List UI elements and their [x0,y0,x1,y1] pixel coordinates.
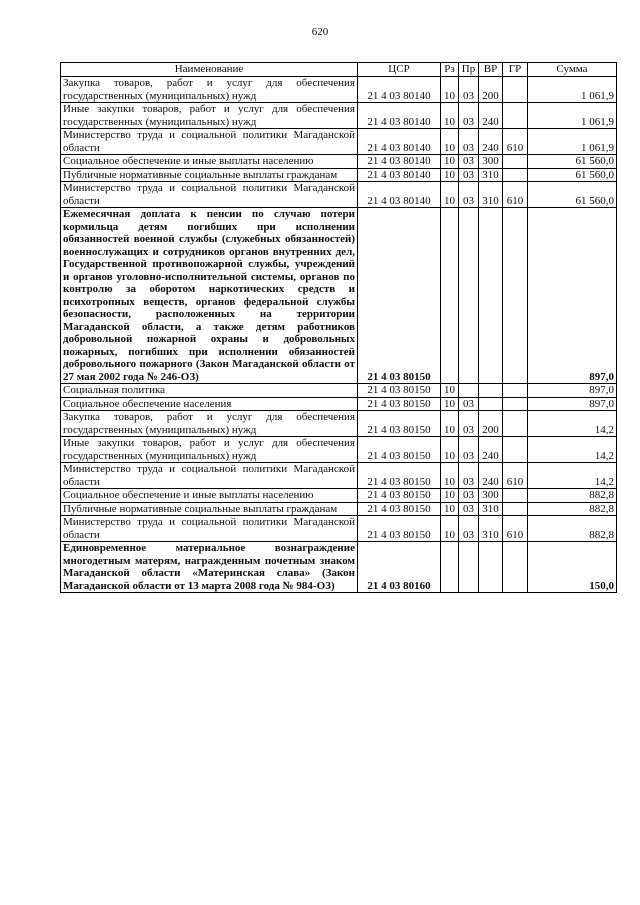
cell-sum: 897,0 [528,208,617,384]
column-header-rz: Рз [441,63,459,77]
cell-rz: 10 [441,516,459,542]
cell-name: Министерство труда и социальной политики Магаданской области [61,182,358,208]
cell-csr: 21 4 03 80150 [358,516,441,542]
cell-rz: 10 [441,182,459,208]
cell-sum: 14,2 [528,437,617,463]
cell-sum: 897,0 [528,384,617,398]
cell-csr: 21 4 03 80150 [358,384,441,398]
cell-vr: 310 [479,502,503,516]
column-header-pr: Пр [459,63,479,77]
cell-pr: 03 [459,103,479,129]
cell-name: Министерство труда и социальной политики Магаданской области [61,463,358,489]
table-row [61,463,617,489]
cell-sum: 1 061,9 [528,129,617,155]
cell-pr: 03 [459,129,479,155]
table-row [61,502,617,516]
cell-gr [503,103,528,129]
cell-csr: 21 4 03 80150 [358,437,441,463]
cell-csr: 21 4 03 80140 [358,182,441,208]
page-number: 620 [311,26,329,38]
cell-vr [479,208,503,384]
cell-vr: 240 [479,103,503,129]
cell-pr: 03 [459,516,479,542]
cell-pr: 03 [459,437,479,463]
cell-rz: 10 [441,489,459,503]
cell-csr: 21 4 03 80160 [358,542,441,593]
cell-rz: 10 [441,103,459,129]
cell-rz: 10 [441,463,459,489]
cell-name: Социальное обеспечение и иные выплаты населению [61,489,358,503]
cell-sum: 882,8 [528,516,617,542]
cell-rz: 10 [441,155,459,169]
cell-pr: 03 [459,397,479,411]
cell-rz: 10 [441,411,459,437]
cell-vr: 240 [479,437,503,463]
table-row [61,168,617,182]
cell-gr [503,411,528,437]
cell-gr [503,384,528,398]
cell-pr: 03 [459,155,479,169]
cell-sum: 882,8 [528,502,617,516]
cell-pr: 03 [459,182,479,208]
table-row [61,489,617,503]
cell-pr: 03 [459,463,479,489]
column-header-gr: ГР [503,63,528,77]
cell-sum: 61 560,0 [528,168,617,182]
cell-pr: 03 [459,411,479,437]
table-row [61,103,617,129]
cell-vr: 200 [479,77,503,103]
cell-sum: 897,0 [528,397,617,411]
cell-pr [459,208,479,384]
cell-gr: 610 [503,129,528,155]
cell-gr [503,77,528,103]
cell-csr: 21 4 03 80140 [358,155,441,169]
cell-gr [503,502,528,516]
cell-rz: 10 [441,397,459,411]
cell-gr [503,168,528,182]
cell-rz [441,542,459,593]
cell-name: Публичные нормативные социальные выплаты гражданам [61,168,358,182]
cell-name: Министерство труда и социальной политики Магаданской области [61,129,358,155]
table-row [61,411,617,437]
column-header-vr: ВР [479,63,503,77]
cell-csr: 21 4 03 80150 [358,463,441,489]
table-row [61,397,617,411]
cell-vr: 240 [479,463,503,489]
cell-rz: 10 [441,437,459,463]
cell-pr [459,542,479,593]
cell-vr: 240 [479,129,503,155]
cell-vr: 300 [479,489,503,503]
cell-rz: 10 [441,168,459,182]
cell-vr: 300 [479,155,503,169]
cell-rz: 10 [441,129,459,155]
cell-sum: 14,2 [528,411,617,437]
cell-csr: 21 4 03 80140 [358,77,441,103]
cell-csr: 21 4 03 80140 [358,168,441,182]
cell-rz [441,208,459,384]
cell-pr: 03 [459,489,479,503]
table-row [61,384,617,398]
cell-name: Единовременное материальное вознаграждение многодетным матерям, награжденным почетным знаком Магаданской области «Материнская слава» (Закон Магаданской области от 13 марта 2008 года № 984-ОЗ) [61,542,358,593]
cell-sum: 14,2 [528,463,617,489]
column-header-sum: Сумма [528,63,617,77]
cell-sum: 61 560,0 [528,182,617,208]
table-row [61,437,617,463]
cell-pr [459,384,479,398]
cell-name: Министерство труда и социальной политики Магаданской области [61,516,358,542]
cell-gr [503,489,528,503]
cell-name: Публичные нормативные социальные выплаты гражданам [61,502,358,516]
cell-rz: 10 [441,384,459,398]
cell-vr: 310 [479,516,503,542]
table-row [61,129,617,155]
cell-gr [503,397,528,411]
cell-name: Ежемесячная доплата к пенсии по случаю потери кормильца детям погибших при исполнении обязанностей военной службы (служебных обязанностей) военнослужащих и сотрудников органов внутренних дел, Государственной противопожарной службы, учреждений и органов уголовно-исполнительной системы, органов по контролю за оборотом наркотических средств и психотропных веществ, органов федеральной службы безопасности, расположенных на территории Магаданской области, а также детям работников добровольной пожарной охраны и добровольных пожарных, погибших при исполнении обязанностей добровольного пожарного (Закон Магаданской области от 27 мая 2002 года № 246-ОЗ) [61,208,358,384]
cell-vr [479,542,503,593]
table-row [61,542,617,593]
table-header-row [61,63,617,77]
cell-csr: 21 4 03 80150 [358,208,441,384]
table-row [61,155,617,169]
cell-rz: 10 [441,77,459,103]
cell-pr: 03 [459,502,479,516]
cell-name: Закупка товаров, работ и услуг для обеспечения государственных (муниципальных) нужд [61,411,358,437]
cell-gr: 610 [503,516,528,542]
cell-csr: 21 4 03 80150 [358,411,441,437]
cell-gr [503,437,528,463]
cell-sum: 1 061,9 [528,103,617,129]
cell-vr [479,384,503,398]
cell-gr: 610 [503,182,528,208]
cell-csr: 21 4 03 80150 [358,502,441,516]
cell-name: Социальная политика [61,384,358,398]
table-row [61,516,617,542]
cell-vr [479,397,503,411]
cell-name: Социальное обеспечение населения [61,397,358,411]
cell-csr: 21 4 03 80150 [358,397,441,411]
column-header-name: Наименование [61,63,358,77]
table-row [61,182,617,208]
budget-table [60,62,617,593]
cell-name: Иные закупки товаров, работ и услуг для обеспечения государственных (муниципальных) нужд [61,103,358,129]
cell-sum: 1 061,9 [528,77,617,103]
cell-pr: 03 [459,77,479,103]
cell-csr: 21 4 03 80140 [358,103,441,129]
cell-name: Социальное обеспечение и иные выплаты населению [61,155,358,169]
cell-vr: 310 [479,182,503,208]
cell-gr [503,542,528,593]
cell-vr: 310 [479,168,503,182]
cell-gr [503,208,528,384]
cell-name: Закупка товаров, работ и услуг для обеспечения государственных (муниципальных) нужд [61,77,358,103]
cell-gr: 610 [503,463,528,489]
cell-csr: 21 4 03 80140 [358,129,441,155]
cell-gr [503,155,528,169]
cell-sum: 61 560,0 [528,155,617,169]
table-row [61,77,617,103]
cell-name: Иные закупки товаров, работ и услуг для обеспечения государственных (муниципальных) нужд [61,437,358,463]
cell-pr: 03 [459,168,479,182]
cell-vr: 200 [479,411,503,437]
cell-csr: 21 4 03 80150 [358,489,441,503]
cell-sum: 150,0 [528,542,617,593]
table-row [61,208,617,384]
cell-sum: 882,8 [528,489,617,503]
cell-rz: 10 [441,502,459,516]
column-header-csr: ЦСР [358,63,441,77]
